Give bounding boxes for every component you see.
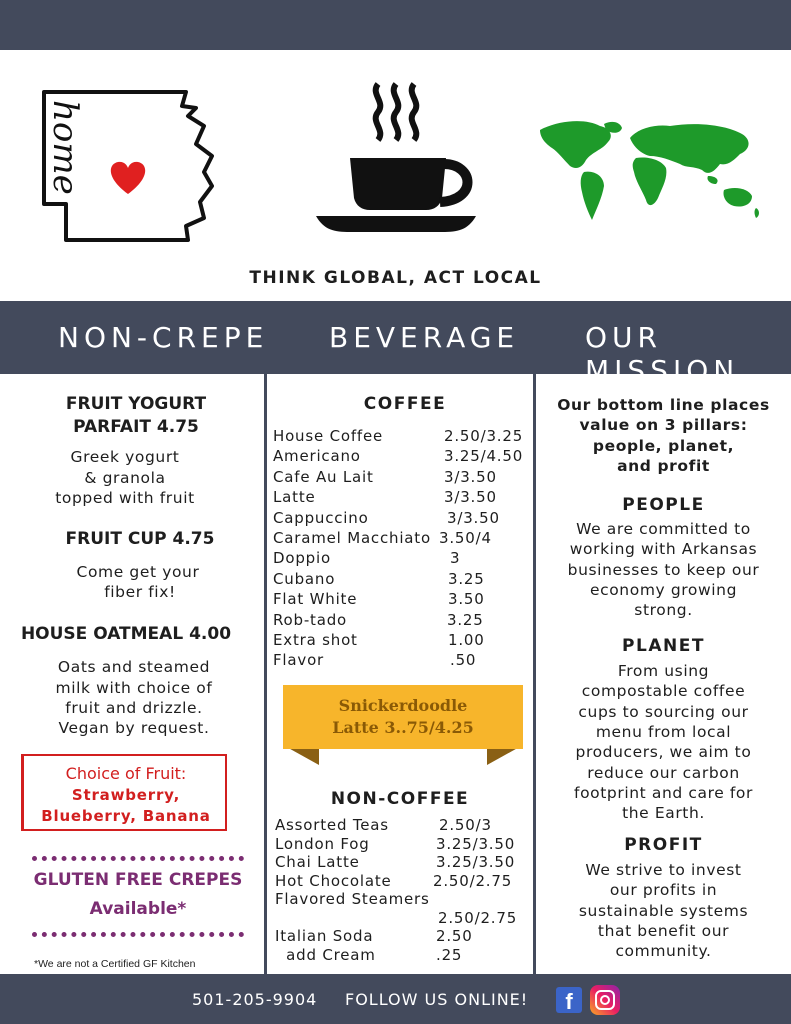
item-desc: Oats and steamed bbox=[57, 658, 211, 676]
mission-line: sustainable systems bbox=[578, 901, 749, 920]
follow-us-text: FOLLOW US ONLINE! bbox=[345, 990, 529, 1009]
tagline: THINK GLOBAL, ACT LOCAL bbox=[249, 268, 542, 288]
fruit-choice-line: Blueberry, Banana bbox=[41, 807, 211, 825]
mission-line: producers, we aim to bbox=[575, 743, 752, 762]
mission-line: economy growing bbox=[589, 580, 738, 599]
item-desc: fruit and drizzle. bbox=[65, 699, 203, 717]
logo-strip bbox=[0, 50, 791, 301]
item-desc: fiber fix! bbox=[104, 583, 176, 601]
dotted-divider bbox=[32, 856, 244, 861]
dotted-divider bbox=[32, 932, 244, 937]
mission-line: the Earth. bbox=[622, 804, 705, 823]
menu-item-price: 2.50 bbox=[436, 927, 473, 945]
menu-item-price: .50 bbox=[450, 651, 477, 670]
menu-item-price: 3.25 bbox=[448, 569, 485, 588]
menu-item-name: Hot Chocolate bbox=[275, 871, 392, 890]
planet-title: PLANET bbox=[622, 636, 705, 656]
menu-item-name: Americano bbox=[273, 447, 361, 466]
facebook-icon[interactable]: f bbox=[556, 987, 582, 1013]
menu-item-name: Cappuccino bbox=[273, 508, 369, 527]
mission-line: footprint and care for bbox=[574, 783, 753, 802]
coffee-cup-icon bbox=[312, 80, 482, 236]
mission-line: strong. bbox=[634, 601, 693, 620]
menu-item-name: add Cream bbox=[275, 945, 376, 964]
top-bar bbox=[0, 0, 791, 50]
menu-item-price: 2.50/2.75 bbox=[433, 871, 513, 890]
noncoffee-title: NON-COFFEE bbox=[330, 789, 470, 809]
item-name: HOUSE OATMEAL 4.00 bbox=[20, 624, 232, 644]
mission-line: people, planet, bbox=[592, 436, 735, 455]
menu-item-price: 3.50 bbox=[448, 590, 485, 609]
arkansas-home-logo bbox=[36, 86, 218, 244]
item-desc: Greek yogurt bbox=[70, 448, 180, 466]
item-name: PARFAIT 4.75 bbox=[73, 417, 199, 437]
menu-item-price: 3.50/4 bbox=[439, 529, 492, 547]
mission-line: working with Arkansas bbox=[569, 540, 758, 559]
menu-item-name: Latte bbox=[273, 488, 316, 507]
mission-line: reduce our carbon bbox=[587, 763, 740, 782]
gluten-free-available: Available* bbox=[89, 899, 187, 919]
mission-line: compostable coffee bbox=[581, 682, 746, 701]
menu-item-price: 2.50/3.25 bbox=[444, 427, 524, 445]
menu-item-name: Cafe Au Lait bbox=[273, 467, 374, 486]
menu-item-price: 3/3.50 bbox=[444, 467, 497, 486]
noncrepe-column bbox=[0, 374, 264, 974]
instagram-icon[interactable] bbox=[590, 985, 620, 1015]
mission-line: businesses to keep our bbox=[567, 560, 760, 579]
menu-item-price: 3 bbox=[450, 549, 461, 568]
coffee-title: COFFEE bbox=[363, 394, 447, 414]
menu-item-name: Flat White bbox=[273, 590, 358, 609]
menu-item-name: House Coffee bbox=[273, 427, 384, 445]
mission-line: our profits in bbox=[609, 881, 718, 900]
menu-item-price: 3.25/3.50 bbox=[436, 853, 516, 871]
menu-item-name: Flavored Steamers bbox=[275, 890, 430, 908]
special-line: Latte 3..75/4.25 bbox=[332, 718, 474, 737]
item-desc: Vegan by request. bbox=[58, 719, 210, 737]
menu-item-name: London Fog bbox=[275, 834, 370, 853]
menu-item-price: .25 bbox=[436, 945, 463, 964]
menu-item-price: 3/3.50 bbox=[447, 508, 500, 527]
footer-bar bbox=[0, 974, 791, 1024]
menu-item-price: 2.50/3 bbox=[439, 816, 492, 834]
world-map-icon bbox=[538, 116, 762, 224]
menu-item-price: 2.50/2.75 bbox=[438, 908, 518, 927]
menu-item-name: Rob-tado bbox=[273, 610, 348, 629]
menu-item-name: Doppio bbox=[273, 549, 331, 568]
mission-line: community. bbox=[615, 942, 712, 961]
fruit-choice-box bbox=[21, 754, 227, 831]
home-word: home bbox=[45, 100, 85, 195]
gluten-free-note: *We are not a Certified GF Kitchen bbox=[34, 958, 196, 970]
mission-line: From using bbox=[617, 662, 710, 680]
section-title-noncrepe: NON-CREPE bbox=[58, 321, 269, 354]
mission-line: We strive to invest bbox=[585, 861, 742, 879]
menu-item-price: 3.25/4.50 bbox=[444, 447, 524, 466]
mission-line: menu from local bbox=[595, 722, 732, 741]
menu-item-name: Assorted Teas bbox=[275, 816, 389, 834]
item-desc: & granola bbox=[84, 469, 166, 487]
beverage-column bbox=[267, 374, 533, 974]
item-name: FRUIT YOGURT bbox=[65, 394, 207, 414]
menu-item-name: Caramel Macchiato bbox=[273, 529, 431, 547]
profit-title: PROFIT bbox=[624, 835, 703, 855]
menu-item-name: Italian Soda bbox=[275, 927, 374, 945]
fruit-choice-title: Choice of Fruit: bbox=[65, 764, 187, 783]
menu-item-name: Flavor bbox=[273, 651, 325, 670]
item-desc: topped with fruit bbox=[55, 489, 195, 507]
mission-line: cups to sourcing our bbox=[578, 702, 749, 721]
section-title-mission: OUR MISSION bbox=[585, 321, 740, 387]
mission-line: and profit bbox=[617, 456, 710, 475]
mission-line: that benefit our bbox=[597, 921, 730, 940]
mission-line: value on 3 pillars: bbox=[579, 416, 748, 435]
section-header-bar bbox=[0, 301, 791, 387]
gluten-free-title: GLUTEN FREE CREPES bbox=[33, 870, 243, 890]
item-desc: milk with choice of bbox=[55, 679, 213, 697]
phone-number[interactable]: 501-205-9904 bbox=[192, 990, 318, 1009]
mission-column bbox=[536, 374, 791, 974]
menu-item-name: Extra shot bbox=[273, 631, 358, 649]
item-desc: Come get your bbox=[76, 563, 200, 581]
menu-item-name: Cubano bbox=[273, 569, 336, 588]
menu-item-price: 3/3.50 bbox=[444, 488, 497, 507]
item-name: FRUIT CUP 4.75 bbox=[65, 529, 215, 549]
menu-item-price: 3.25/3.50 bbox=[436, 834, 516, 853]
menu-item-price: 3.25 bbox=[447, 610, 484, 629]
mission-line: We are committed to bbox=[576, 520, 751, 538]
fruit-choice-line: Strawberry, bbox=[71, 786, 181, 804]
mission-line: Our bottom line places bbox=[557, 396, 770, 414]
menu-item-price: 1.00 bbox=[448, 631, 485, 649]
section-title-beverage: BEVERAGE bbox=[329, 321, 520, 354]
special-line: Snickerdoodle bbox=[338, 696, 468, 715]
menu-item-name: Chai Latte bbox=[275, 853, 360, 871]
heart-icon bbox=[111, 162, 145, 194]
people-title: PEOPLE bbox=[622, 495, 705, 515]
